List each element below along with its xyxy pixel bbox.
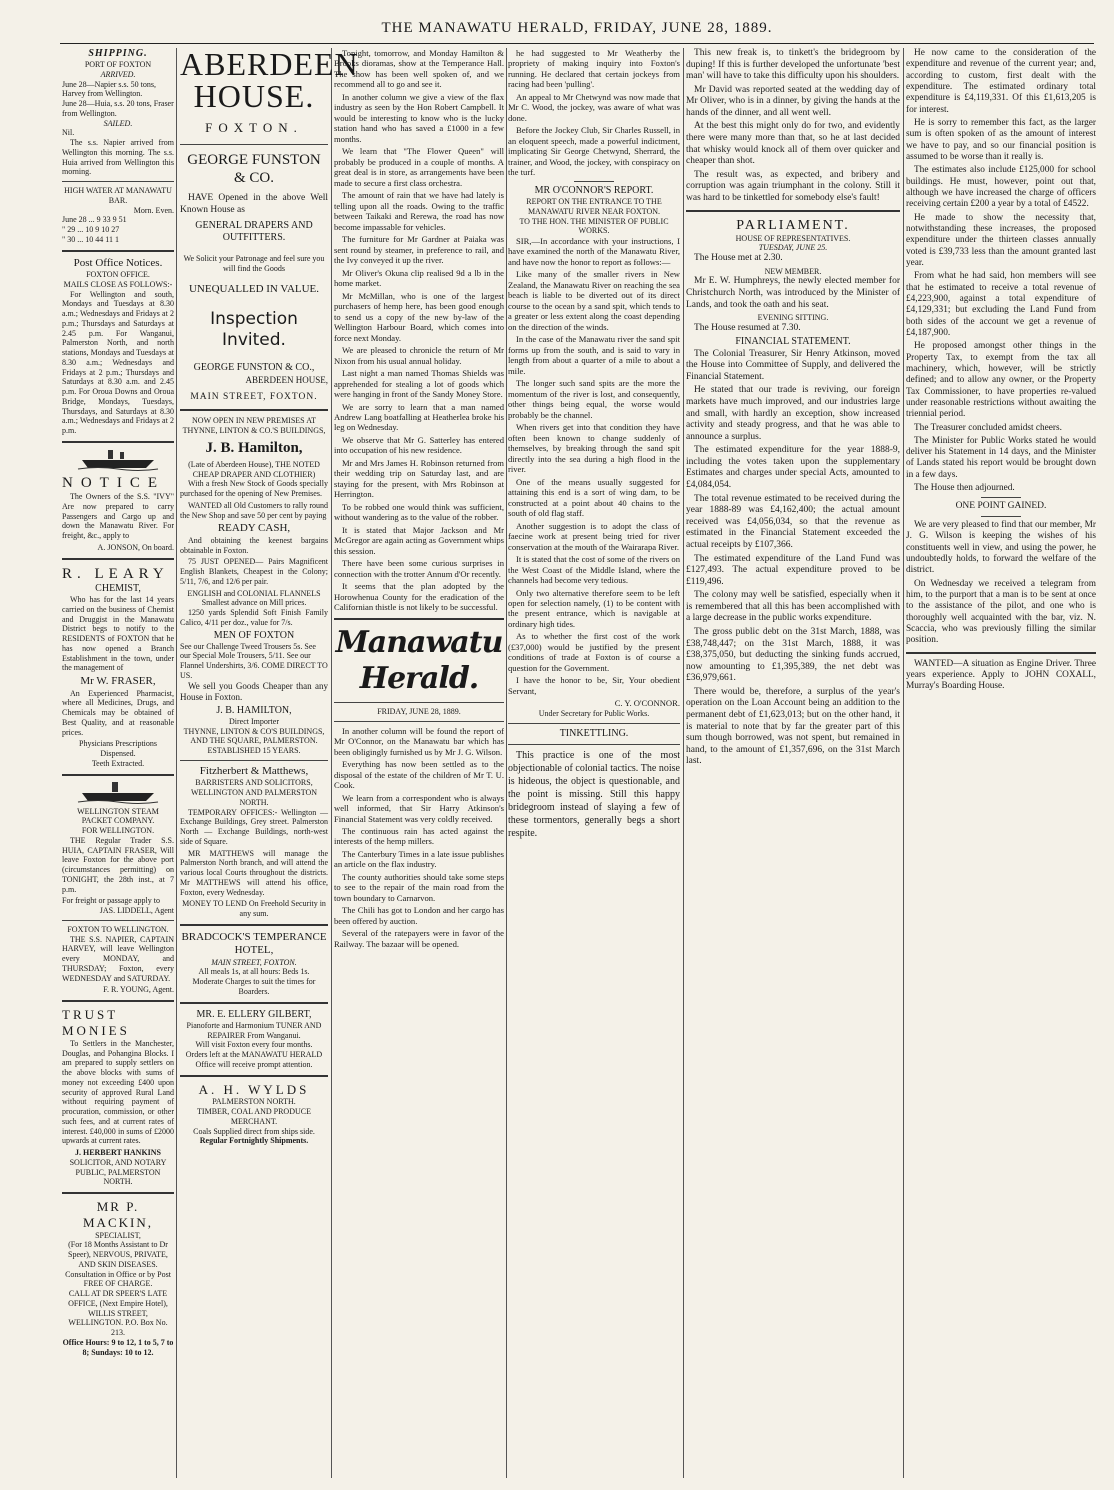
regular-shipments: Regular Fortnightly Shipments.: [199, 1136, 309, 1146]
masthead: [60, 14, 1094, 44]
editorial-item: Several of the ratepayers were in favor of the Railway. The bazaar will be opened.: [334, 928, 504, 949]
report-para: One of the means usually suggested for attaining this end is a sort of wing dam, to be constructed at a point about 40 chains to the south of old flag staff.: [508, 476, 680, 519]
editorial-item: Everything has now been settled as to the disposal of the estate of the children of Mr T. U. Cook.: [334, 759, 504, 791]
steamship-icon: [62, 448, 174, 470]
news-item: Mr Oliver's Okuna clip realised 9d a lb in the home market.: [334, 267, 504, 289]
hamilton-text: With a fresh New Stock of Goods specially purchased for the opening of New Premises.: [180, 479, 328, 499]
new-member-heading: NEW MEMBER.: [764, 266, 822, 276]
huia-text: THE Regular Trader S.S. HUIA, CAPTAIN FRASER, Will leave Foxton for the above port (circumstances permitting) on TONIGHT, the 28th inst., at 7 p.m.: [62, 835, 174, 894]
news-item: The furniture for Mr Gardner at Paiaka was sent round by steamer, in preference to rail, and the Ivy conveyed it up the river.: [334, 234, 504, 266]
financial-cont: He now came to the consideration of the expenditure and revenue of the current year; and, according to custom, first dealt with the expenditure. The estimated ordinary total expenditure is £4,119,331. Of this £1,613,205 is for interest.: [906, 48, 1096, 115]
fraser-name: Mr W. FRASER,: [80, 675, 156, 688]
editorial-item: In another column will be found the report of Mr O'Connor, on the Manawatu bar which has been obligingly furnished us by Mr J. G. Wilson.: [334, 725, 504, 757]
hamilton-2: J. B. HAMILTON,: [216, 704, 292, 716]
have-opened: HAVE Opened in the above Well Known House as: [180, 193, 328, 216]
arrival-item: June 28—Napier s.s. 50 tons, Harvey from Wellington.: [62, 79, 156, 99]
post-office-heading: Post Office Notices.: [73, 256, 163, 269]
sailed-label: SAILED.: [103, 118, 133, 128]
tinkettling-text: This practice is one of the most objectionable of colonial tactics. The noise is hideous, the object is questionable, and the point is missing. Still this happy bridegroom instead of slaying a few of these tormentors, generally begs a short respite.: [508, 749, 680, 839]
hankins-name: J. HERBERT HANKINS: [74, 1148, 162, 1157]
column-rule: [683, 48, 684, 1478]
port-label: PORT OF FOXTON: [84, 60, 152, 70]
column-5: [686, 48, 900, 1478]
temporary-offices: TEMPORARY OFFICES:- Wellington — Exchange Buildings, Grey street. Palmerston North — Exchange Buildings, north-west side of Square.: [180, 807, 328, 846]
leary-text: Who has for the last 14 years carried on the business of Chemist and Druggist in the Manawatu District begs to notify to the RESIDENTS of FOXTON that he has now opened a Branch Establishment in the town, under the management of: [62, 595, 174, 673]
funston-sig3: MAIN STREET, FOXTON.: [190, 391, 318, 402]
wanted-customers: WANTED all Old Customers to rally round the New Shop and save 50 per cent by paying: [180, 500, 328, 520]
funston-sig: GEORGE FUNSTON & CO.,: [193, 362, 315, 374]
financial-cont: He proposed amongst other things in the Property Tax, to exempt from the tax all machinery, which, however, will be strictly defined; and to allow any owner, or the Property Tax Commissioner, to have properties re-valued under reasonable restrictions without awaiting the triennial period.: [906, 341, 1096, 420]
editorial-item: The Canterbury Times in a late issue publishes an article on the flax industry.: [334, 848, 504, 870]
report-signature-sub: Under Secretary for Public Works.: [538, 708, 650, 718]
office-hours: Office Hours: 9 to 12, 1 to 5, 7 to 8; Sundays: 10 to 12.: [62, 1337, 174, 1357]
report-para: I have the honor to be, Sir, Your obedient Servant,: [508, 675, 680, 696]
financial-cont: The House then adjourned.: [914, 483, 1015, 494]
wylds-sub: PALMERSTON NORTH.: [212, 1097, 296, 1107]
high-water-heading: HIGH WATER AT MANAWATU BAR.: [64, 186, 172, 205]
editorial-item: We learn from a correspondent who is always well informed, that Sir Harry Atkinson's Financial Statement was very coldly received.: [334, 792, 504, 824]
high-water-row: " 30 ... 10 44 11 1: [62, 234, 119, 244]
news-item: Before the Jockey Club, Sir Charles Russell, in an eloquent speech, made a powerful indictment, implicating Sir George Chetwynd, Sherrard, the trainer, and Wood, the jockey, with conspiracy on the turf.: [508, 125, 680, 178]
huia-signature: JAS. LIDDELL, Agent: [99, 906, 174, 916]
financial-cont: From what he had said, hon members will see that he estimated to receive a total revenue of £4,223,900, against a total expenditure of £4,129,331; but excluding the Land Fund from both sides of the account we get a revenue of £4,187,900.: [906, 271, 1096, 338]
news-item: Last night a man named Thomas Shields was apprehended for stealing a lot of goods which were hanging in front of the Sandy Money Store.: [334, 368, 504, 400]
shipping-heading: SHIPPING.: [88, 48, 148, 59]
financial-para: There would be, therefore, a surplus of the year's operation on the Loan Account being an addition to the permanent debt of £1,623,013; but on the other hand, it is material to note that by far the greater part of this sum though borrowed, was not spent, but remained in hand, to the amount of £1,357,696, on the 31st March last.: [686, 686, 900, 767]
trust-heading: TRUST MONIES: [62, 1007, 130, 1038]
news-item: In another column we give a view of the flax industry as seen by the Hon Robert Campbell. It would be interesting to know who is the lucky station hand who has saved a £1000 in a few months.: [334, 91, 504, 144]
report-para: SIR,—In accordance with your instructions, I have examined the north of the Manawatu River, and have now the honor to report as follows:—: [508, 236, 680, 267]
consultation-line: Consultation in Office or by Post FREE OF CHARGE.: [65, 1269, 171, 1289]
post-office-sub: FOXTON OFFICE.: [86, 270, 150, 280]
editorial-item: The county authorities should take some steps to see to the repair of the main road from the town boundary to Carnarvon.: [334, 871, 504, 903]
tinkettling-heading: TINKETTLING.: [559, 727, 629, 739]
financial-para: The estimated expenditure for the year 1888-9, including the votes taken upon the supplementary Estimates and charges under special Acts, amounted to £4,084,054.: [686, 445, 900, 491]
moderate-line: Moderate Charges to suit the times for Boarders.: [192, 977, 316, 996]
house-met: The House met at 2.30.: [694, 253, 783, 264]
column-rule: [331, 48, 332, 1478]
just-opened: 75 JUST OPENED— Pairs Magnificent English Blankets, Cheapest in the Colony; 5/11, 7/6, and 12/6 per pair.: [180, 557, 328, 586]
steamship-icon: [62, 781, 174, 803]
news-item: To be robbed one would think was sufficient, without wandering as to the value of the robber.: [334, 501, 504, 523]
wanted-customers-2: And obtaining the keenest bargains obtainable in Foxton.: [180, 535, 328, 555]
wsp-heading: WELLINGTON STEAM PACKET COMPANY.: [77, 806, 159, 826]
one-point-gained-text: We are very pleased to find that our member, Mr J. G. Wilson is keeping the wishes of his constituents well in view, and using the power, he undoubtedly holds, to forward the welfare of the district.: [906, 520, 1096, 576]
financial-para: The Colonial Treasurer, Sir Henry Atkinson, moved the House into Committee of Supply, and delivered the Financial Statement.: [686, 348, 900, 382]
mails-text: For Wellington and south, Mondays and Tuesdays at 8.30 a.m.; Wednesdays and Fridays at 2 p.m.; Thursdays and Saturdays at 2.45 p.m. For Wanganui, Palmerston North, and north stations, Mondays and Tuesdays at 8.30 a.m.; Wednesdays and Fridays at 2 p.m.; Thursdays and Saturdays at 8.30 a.m. and 2.45 p.m. For Oroua Downs and Oroua Bridge, Mondays, Tuesdays, Thursdays, and Saturdays at 8.30 a.m.; Wednesdays and Fridays at 2 p.m.: [62, 289, 174, 436]
mackin-text: (For 18 Months Assistant to Dr Speer), NERVOUS, PRIVATE, AND SKIN DISEASES.: [68, 1240, 168, 1269]
foxton-to-wellington: FOXTON TO WELLINGTON.: [67, 924, 169, 934]
report-para: The longer such sand spits are the more the momentum of the river is lost, and consequently, other things being equal, the worse would probably be the channel.: [508, 378, 680, 420]
news-item: It is stated that Major Jackson and Mr McGregor are again acting as Government whips this session.: [334, 524, 504, 556]
now-open: NOW OPEN IN NEW PREMISES AT THYNNE, LINTON & CO.'S BUILDINGS,: [182, 416, 326, 435]
report-to: TO THE HON. THE MINISTER OF PUBLIC WORKS.: [519, 216, 669, 236]
wanted-advert: WANTED—A situation as Engine Driver. Three years experience. Apply to JOHN COXALL, Murray's Boarding House.: [906, 658, 1096, 692]
bradcock-sub: MAIN STREET, FOXTON.: [211, 957, 297, 967]
hamilton-sub: (Late of Aberdeen House), THE NOTED CHEAP DRAPER AND CLOTHIER): [188, 459, 320, 479]
column-3: [334, 48, 504, 1478]
column-rule: [903, 48, 904, 1478]
wylds-heading: A. H. WYLDS: [198, 1081, 310, 1097]
issue-date: FRIDAY, JUNE 28, 1889.: [377, 706, 461, 716]
aberdeen-foxton: FOXTON.: [205, 120, 303, 135]
report-signature: C. Y. O'CONNOR.: [614, 698, 680, 709]
financial-para: The estimated expenditure of the Land Fund was £127,493. The actual expenditure proved to be £119,496.: [686, 553, 900, 587]
leary-heading: R. LEARY: [62, 565, 169, 582]
mackin-sub: SPECIALIST,: [95, 1230, 141, 1240]
inspection-invited: Inspection Invited.: [210, 308, 298, 350]
financial-cont: The Minister for Public Works stated he would deliver his Statement in 14 days, and the Minister of Lands stated his report would be brought down in a few days.: [906, 435, 1096, 480]
shipping-note: The s.s. Napier arrived from Wellington this morning. The s.s. Huia arrived from Wellington this morning.: [62, 138, 174, 177]
parliament-heading: PARLIAMENT.: [736, 217, 850, 233]
fraser-text: An Experienced Pharmacist, where all Medicines, Drugs, and Chemicals may be obtained of Best Quality, and at reasonable prices.: [62, 688, 174, 737]
editorial-item: The continuous rain has acted against the interests of the hemp millers.: [334, 826, 504, 847]
money-to-lend: MONEY TO LEND On Freehold Security in any sum.: [182, 899, 326, 919]
financial-cont: The Treasurer concluded amidst cheers.: [914, 422, 1062, 433]
for-wellington: FOR WELLINGTON.: [81, 826, 155, 836]
one-point-gained-text: On Wednesday we received a telegram from him, to the purport that a man is to be sent at once to the assistance of the pilot, and one who is thoroughly well acquainted with the bar, viz. N. Scaccia, who was previously filling the similar position.: [906, 578, 1096, 646]
yards-line: 1250 yards Splendid Soft Finish Family Calico, 4/11 per doz., value for 7/s.: [180, 608, 328, 627]
news-item: he had suggested to Mr Weatherby the propriety of making inquiry into Foxton's running. He declared that certain jockeys from racing had been 'pulling'.: [508, 48, 680, 90]
financial-para: The total revenue estimated to be received during the year 1888-89 was £4,162,400; the actual amount received was £4,056,034, so that the revenue as estimated in the Financial Statement exceeded the actual receipts by £107,366.: [686, 493, 900, 550]
financial-para: The gross public debt on the 31st March, 1888, was £38,748,447; on the 31st March, 1888, it was £38,375,050, but deducting the sinking funds accrued, now amounting to £1,395,389, the net debt was £36,979,661.: [686, 626, 900, 684]
news-item: We are pleased to chronicle the return of Mr Nixon from his usual annual holiday.: [334, 345, 504, 366]
column-rule: [176, 48, 177, 1478]
report-para: It is stated that the cost of some of the rivers on the West Coast of the Middle Island, where the channels had become very tedious.: [508, 554, 680, 586]
report-sub: REPORT ON THE ENTRANCE TO THE MANAWATU RIVER NEAR FOXTON.: [526, 197, 662, 216]
financial-para: The colony may well be satisfied, especially when it is remembered that all this has been accomplished with a large decrease in the public works expenditure.: [686, 590, 900, 624]
news-item: It seems that the plan adopted by the Horowhenua County for the eradication of the Californian thistle is not likely to be successful.: [334, 581, 504, 613]
parliament-date: TUESDAY, JUNE 25.: [758, 243, 828, 253]
trust-text: To Settlers in the Manchester, Douglas, and Pohangina Blocks. I am prepared to supply settlers on the above blocks with sums of money not exceeding £400 upon security of approved Rural Land without requiring payment of procuration, commission, or other such fees, and at current rates of interest. £40,000 in sums of £2000 upwards at current rates.: [62, 1038, 174, 1146]
financial-para: He stated that our trade is reviving, our foreign markets have much improved, and our industries large and small, with hardly an exception, show increased activity and steady progress, and that he was able to announce a surplus.: [686, 385, 900, 442]
high-water-row: June 28 ... 9 33 9 51: [62, 215, 127, 225]
meals-line: All meals 1s, at all hours: Beds 1s.: [198, 967, 310, 977]
news-item: We observe that Mr G. Satterley has entered into occupation of his new residence.: [334, 434, 504, 456]
ellery-heading: MR. E. ELLERY GILBERT,: [196, 1008, 312, 1020]
new-member-text: Mr E. W. Humphreys, the newly elected member for Christchurch North, was introduced by the Minister of Lands, and took the oath and his seat.: [686, 276, 900, 310]
column-rule: [506, 48, 507, 1478]
hamilton-2-addr: THYNNE, LINTON & CO'S BUILDINGS, AND THE SQUARE, PALMERSTON.: [183, 726, 325, 746]
visit-line: Will visit Foxton every four months.: [195, 1040, 313, 1050]
napier-text: THE S.S. NAPIER, CAPTAIN HARVEY, will leave Wellington every MONDAY, and THURSDAY; Foxton, every WEDNESDAY and SATURDAY.: [62, 934, 174, 983]
prescriptions-line: Physicians Prescriptions Dispensed.: [79, 739, 157, 759]
hamilton-heading: J. B. Hamilton,: [205, 439, 303, 456]
mails-heading: MAILS CLOSE AS FOLLOWS:-: [63, 279, 173, 289]
financial-cont: The estimates also include £125,000 for school buildings. He must, however, point out that, although we have increased the charge of officers receiving certain £200 a year by a total of £4522.: [906, 165, 1096, 210]
report-para: When rivers get into that condition they have often been known to change suddenly of themselves, by breaking through the sand spit directly into the sea during a high flood in the river.: [508, 422, 680, 475]
notice-signature: A. JONSON, On board.: [97, 542, 174, 552]
flannels-line: ENGLISH and COLONIAL FLANNELS Smallest advance on Mill prices.: [187, 588, 321, 608]
news-item: We learn that "The Flower Queen" will probably be produced in a couple of months. A great deal is in store, as arrangements have been made to secure a first class orchestra.: [334, 146, 504, 188]
column-4: [508, 48, 680, 1478]
leary-sub: CHEMIST,: [95, 582, 141, 594]
column-1: [62, 48, 174, 1478]
tinkettling-cont: The result was, as expected, and bribery and corruption was again triumphant in the colony. Still it was hard to be tinkettled for somebody else's fault!: [686, 169, 900, 203]
report-para: Only two alternative therefore seem to be left open for selection namely, (1) to be content with the present entrance, which is navigable at ordinary high tides.: [508, 587, 680, 629]
matthews-text: MR MATTHEWS will manage the Palmerston North branch, and will attend the various local Courts throughout the districts. Mr MATTHEWS will attend his office, Foxton, every Wednesday.: [180, 848, 328, 897]
high-water-row: " 29 ... 10 9 10 27: [62, 225, 120, 235]
notice-heading: NOTICE: [62, 474, 165, 491]
solicit-line: We Solicit your Patronage and feel sure you will find the Goods: [183, 253, 325, 273]
one-point-gained-heading: ONE POINT GAINED.: [955, 501, 1047, 512]
column-2: [180, 46, 359, 1478]
news-item: We are sorry to learn that a man named Andrew Lang boatfalling at Heatherlea broke his leg on Wednesday.: [334, 401, 504, 433]
fitzherbert-sub: BARRISTERS AND SOLICITORS, WELLINGTON AND PALMERSTON NORTH.: [190, 778, 318, 807]
bradcock-heading: BRADCOCK'S TEMPERANCE HOTEL,: [181, 930, 327, 957]
men-text: See our Challenge Tweed Trousers 5s. See our Special Mole Trousers, 5/11. See our Flannel Undershirts, 3/6. COME DIRECT TO US.: [180, 641, 328, 680]
coals-line: Coals Supplied direct from ships side.: [193, 1126, 315, 1136]
cheaper-line: We sell you Goods Cheaper than any House in Foxton.: [180, 680, 328, 702]
masthead-title: THE MANAWATU HERALD, FRIDAY, JUNE 28, 1889.: [381, 20, 773, 36]
call-line: CALL AT DR SPEER'S LATE OFFICE, (Next Empire Hotel), WILLIS STREET, WELLINGTON. P.O. Box No. 213.: [68, 1289, 168, 1338]
tinkettling-cont: At the best this might only do for two, and evidently there were many more than that, so he at last decided that whisky would knock all of them over quicker and cheaper than shot.: [686, 121, 900, 167]
ellery-sub: Pianoforte and Harmonium TUNER AND REPAIRER From Wanganui.: [186, 1020, 322, 1040]
unequalled-line: UNEQUALLED IN VALUE.: [188, 283, 320, 296]
mackin-heading: MR P. MACKIN,: [83, 1199, 153, 1230]
hamilton-2-sub: Direct Importer: [229, 716, 279, 726]
general-drapers: GENERAL DRAPERS AND OUTFITTERS.: [195, 219, 313, 243]
editorial-item: The Chili has got to London and her cargo has been offered by auction.: [334, 905, 504, 926]
news-item: Mr McMillan, who is one of the largest purchasers of hemp here, has been good enough to send us a copy of the new by-law of the Wellington Harbour Board, which comes into force next Monday.: [334, 290, 504, 343]
report-para: Like many of the smaller rivers in New Zealand, the Manawatu River on reaching the sea beach is liable to be diverted out of its direct course to the ocean by a sand spit, which tends to a greater or less extent along the coast depending on the direction of the winds.: [508, 269, 680, 332]
fitzherbert-heading: Fitzherbert & Matthews,: [199, 764, 309, 777]
napier-signature: F. R. YOUNG, Agent.: [103, 985, 174, 995]
report-para: As to whether the first cost of the work (£37,000) would be justified by the present conditions of trade at Foxton is of course a question for the Government.: [508, 631, 680, 673]
newspaper-flag: Manawatu Herald.: [335, 624, 503, 697]
funston-heading: GEORGE FUNSTON & CO.: [187, 151, 321, 187]
teeth-line: Teeth Extracted.: [91, 758, 145, 768]
house-resumed: The House resumed at 7.30.: [694, 322, 801, 333]
sailed-nil: Nil.: [62, 128, 75, 138]
report-para: Another suggestion is to adopt the class of faecine work at present being tried for river conservation at the mouth of the Wairarapa River.: [508, 520, 680, 552]
established-line: ESTABLISHED 15 YEARS.: [207, 746, 301, 756]
ready-cash: READY CASH,: [217, 522, 291, 535]
notice-text: The Owners of the S.S. "IVY" Are now prepared to carry Passengers and Cargo up and down the Manawatu River. For freight, &c., apply to: [62, 492, 174, 541]
huia-freight: For freight or passage apply to: [62, 896, 160, 906]
financial-cont: He is sorry to remember this fact, as the larger sum is often spoken of as the amount of interest we have to pay, and so our financial position is assumed to be worse than it really is.: [906, 117, 1096, 162]
report-para: In the case of the Manawatu river the sand spit forms up from the south, and is said to vary in length from about a quarter of a mile to about a mile.: [508, 334, 680, 376]
funston-sig2: ABERDEEN HOUSE,: [245, 374, 328, 385]
news-item: An appeal to Mr Chetwynd was now made that Mr C. Wood, the jockey, was aware of what was done.: [508, 91, 680, 123]
orders-line: Orders left at the MANAWATU HERALD Office will receive prompt attention.: [185, 1050, 323, 1069]
report-heading: MR O'CONNOR'S REPORT.: [534, 184, 654, 196]
high-water-cols: Morn. Even.: [133, 205, 174, 215]
tinkettling-cont: This new freak is, to tinkett's the bridegroom by duping! If this is further developed the unfortunate 'best man' will have to take this difficulty upon his shoulders.: [686, 48, 900, 82]
arrival-item: June 28—Huia, s.s. 20 tons, Fraser from Wellington.: [62, 99, 174, 118]
evening-sitting: EVENING SITTING.: [757, 313, 829, 323]
tinkettling-cont: Mr David was reported seated at the wedding day of Mr Oliver, who is in a dinner, by giving the hands at the hands of the dinner, and all went well.: [686, 84, 900, 118]
parliament-sub: HOUSE OF REPRESENTATIVES.: [735, 233, 851, 243]
news-item: Tonight, tomorrow, and Monday Hamilton & Brooks dioramas, show at the Temperance Hall. The show has been well spoken of, and we recommend all to go and see it.: [334, 48, 504, 90]
timber-line: TIMBER, COAL AND PRODUCE MERCHANT.: [197, 1107, 311, 1126]
financial-cont: He made to show the necessity that, notwithstanding these increases, the proposed expenditure under the thirteen classes annually voted is £39,733 less than the amount granted last year.: [906, 212, 1096, 268]
men-of-foxton: MEN OF FOXTON: [213, 629, 295, 641]
aberdeen-heading: ABERDEEN HOUSE.: [180, 46, 359, 114]
hankins-sub: SOLICITOR, AND NOTARY PUBLIC, PALMERSTON NORTH.: [69, 1157, 167, 1187]
column-6: [906, 48, 1096, 1478]
financial-statement-heading: FINANCIAL STATEMENT.: [735, 336, 851, 348]
news-item: There have been some curious surprises in connection with the trotter Annum d'Or recently.: [334, 558, 504, 579]
news-item: The amount of rain that we have had lately is telling upon all the roads. Owing to the traffic between Taikaki and Rerewa, the road has now become impassable for vehicles.: [334, 190, 504, 232]
arrived-label: ARRIVED.: [100, 69, 136, 79]
news-item: Mr and Mrs James H. Robinson returned from their wedding trip on Saturday last, and are staying for the present, with Mrs Robinson at Herrington.: [334, 457, 504, 500]
